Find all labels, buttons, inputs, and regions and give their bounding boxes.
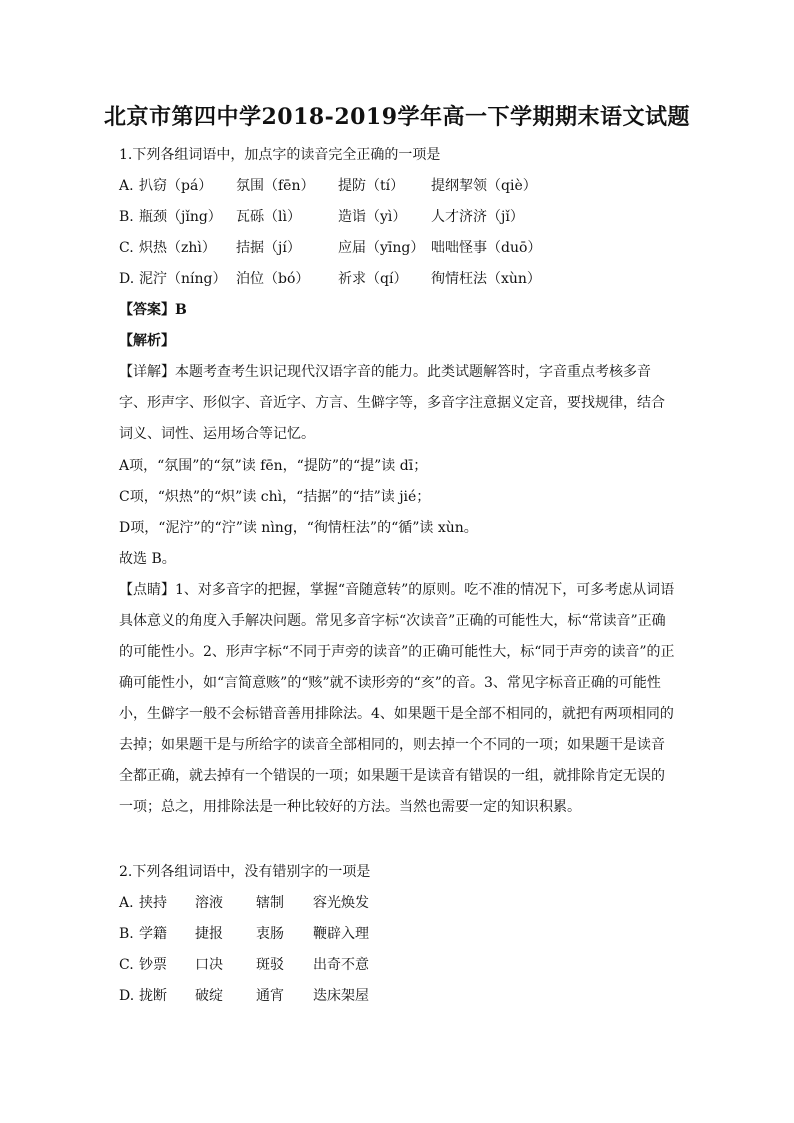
option-word: 斑驳	[256, 957, 284, 973]
option-word: 炽热（zhì）	[139, 240, 216, 256]
option-label: D.	[119, 271, 135, 287]
option-label: A.	[119, 895, 134, 911]
note-c: C项，“炽热”的“炽”读 chì，“拮据”的“拮”读 jié；	[119, 489, 431, 505]
option-word: 辖制	[256, 895, 284, 911]
option-label: C.	[119, 957, 134, 973]
option-word: 氛围（fēn）	[236, 178, 315, 194]
option-word: 泊位（bó）	[236, 271, 310, 287]
option-word: 破绽	[195, 988, 223, 1004]
option-word: 捷报	[195, 926, 223, 942]
option-word: 泥泞（níng）	[139, 271, 227, 287]
option-word: 迭床架屋	[313, 988, 369, 1004]
note-d: D项，“泥泞”的“泞”读 nìng，“徇情枉法”的“循”读 xùn。	[119, 520, 478, 536]
option-word: 拮据（jí）	[236, 240, 301, 256]
note-conclusion: 故选 B。	[119, 551, 176, 567]
detail-paragraph: 【详解】本题考查考生识记现代汉语字音的能力。此类试题解答时，字音重点考核多音字、形声字、形似字、音近字、方言、生僻字等，多音字注意据义定音，要找规律，结合词义、词性、运用场合等记忆。	[119, 364, 665, 442]
question-2-stem: 2.下列各组词语中，没有错别字的一项是	[119, 864, 371, 880]
option-word: 容光焕发	[313, 895, 369, 911]
option-word: 溶液	[195, 895, 223, 911]
option-word: 衷肠	[256, 926, 284, 942]
option-word: 钞票	[139, 957, 167, 973]
option-word: 挟持	[139, 895, 167, 911]
option-label: B.	[119, 926, 134, 942]
option-word: 祈求（qí）	[338, 271, 408, 287]
option-label: D.	[119, 988, 135, 1004]
tips-paragraph: 【点睛】1、对多音字的把握，掌握“音随意转”的原则。吃不准的情况下，可多考虑从词语具体意义的角度入手解决问题。常见多音字标“次读音”正确的可能性大，标“常读音”正确的可能性小。2、形声字标“不同于声旁的读音”的正确可能性大，标“同于声旁的读音”的正确可能性小，如“言简意赅”的“赅”就不读形旁的“亥”的音。3、常见字标音正确的可能性小，生僻字一般不会标错音善用排除法。4、如果题干是全部不相同的，就把有两项相同的去掉；如果题干是与所给字的读音全部相同的，则去掉一个不同的一项；如果题干是读音全都正确，就去掉有一个错误的一项；如果题干是读音有错误的一组，就排除肯定无误的一项；总之，用排除法是一种比较好的方法。当然也需要一定的知识积累。	[119, 582, 675, 815]
answer-label: 【答案】B	[119, 302, 187, 318]
question-1-stem: 1.下列各组词语中，加点字的读音完全正确的一项是	[119, 147, 441, 163]
option-label: A.	[119, 178, 134, 194]
option-word: 出奇不意	[313, 957, 369, 973]
document-title: 北京市第四中学2018-2019学年高一下学期期末语文试题	[103, 104, 691, 130]
option-word: 徇情枉法（xùn）	[431, 271, 541, 287]
option-word: 提防（tí）	[338, 178, 405, 194]
option-label: C.	[119, 240, 134, 256]
option-label: B.	[119, 209, 134, 225]
option-word: 提纲挈领（qiè）	[431, 178, 537, 194]
analysis-label: 【解析】	[119, 333, 175, 349]
option-word: 瓶颈（jǐng）	[139, 209, 222, 225]
option-word: 造诣（yì）	[338, 209, 407, 225]
option-word: 咄咄怪事（duō）	[431, 240, 542, 256]
option-word: 扒窃（pá）	[139, 178, 213, 194]
note-a: A项，“氛围”的“氛”读 fēn，“提防”的“提”读 dī；	[119, 458, 428, 474]
option-word: 学籍	[139, 926, 167, 942]
option-word: 口决	[195, 957, 223, 973]
option-word: 瓦砾（lì）	[236, 209, 301, 225]
option-word: 通宵	[256, 988, 284, 1004]
option-word: 应届（yīng）	[338, 240, 425, 256]
option-word: 人才济济（jǐ）	[431, 209, 524, 225]
option-word: 拢断	[139, 988, 167, 1004]
option-word: 鞭辟入理	[313, 926, 369, 942]
